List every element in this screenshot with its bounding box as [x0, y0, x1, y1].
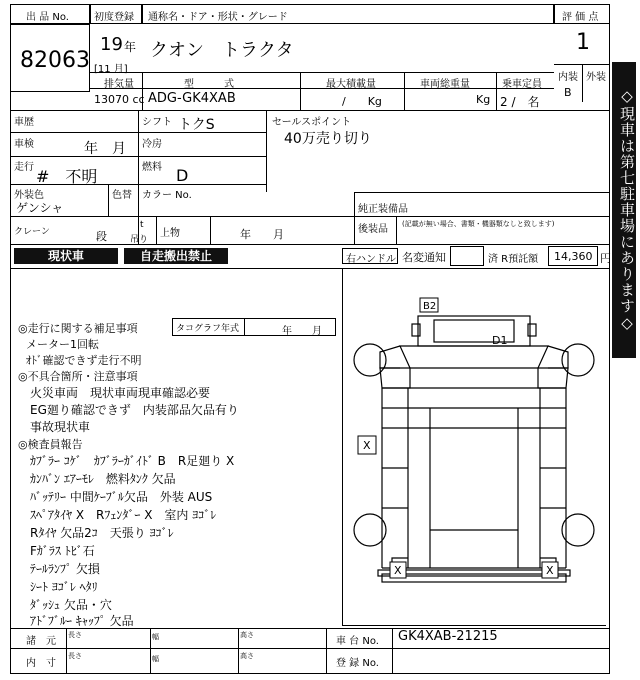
mark-x-bottom-right: X: [546, 564, 554, 577]
footer-div3: [238, 628, 239, 674]
mark-b2: B2: [423, 301, 437, 312]
footer-mid: [10, 648, 610, 649]
inspector-line-7: ﾃｰﾙﾗﾝﾌﾟ 欠損: [30, 562, 100, 576]
det-div6: [210, 216, 211, 244]
vehicle-name: クオン トラクタ: [150, 40, 294, 61]
lot-no-label: 出 品 No.: [26, 12, 69, 23]
rear-left-wheel: [354, 514, 386, 546]
recycle-unit: 円: [600, 252, 611, 265]
genuine-equip-label: 純正装備品: [358, 204, 408, 215]
vehicle-name-label: 通称名・ドア・形状・グレード: [148, 12, 288, 23]
height-label-inner: 高さ: [240, 652, 254, 660]
front-left-wheel: [354, 344, 386, 376]
diagram-mark-x-bottom-right: [542, 562, 558, 578]
mileage-value: # 不明: [36, 167, 98, 186]
month: [11 月]: [94, 64, 128, 75]
length-label-inner: 長さ: [68, 652, 82, 660]
windshield: [400, 346, 548, 368]
height-label: 高さ: [240, 631, 254, 639]
inner-label: 内 寸: [26, 658, 56, 669]
model: ADG-GK4XAB: [148, 91, 236, 106]
sales-point-label: セールスポイント: [272, 117, 352, 128]
crane-value: 段: [96, 230, 107, 243]
det-div1: [138, 110, 139, 244]
color-number-label: カラー No.: [142, 190, 192, 201]
tachograph-label: タコグラフ年式: [176, 324, 240, 334]
rating: 1: [576, 30, 590, 55]
aircon-label: 冷房: [142, 139, 162, 150]
sales-point: 40万売り切り: [284, 131, 372, 147]
det-div5: [156, 216, 157, 244]
max-load-value: / Kg: [342, 95, 382, 108]
driving-line-2: ｵﾄﾞ確認できず走行不明: [26, 354, 142, 367]
chassis-no: GK4XAB-21215: [398, 629, 498, 644]
reg-label: 登 録 No.: [336, 658, 379, 669]
inspector-line-10: ｱﾄﾞﾌﾞﾙｰ ｷｬｯﾌﾟ 欠品: [30, 614, 134, 628]
name-change-label: 名変通知: [402, 251, 446, 264]
chassis-label: 車 台 No.: [336, 636, 379, 647]
tachograph-value: 年 月: [282, 326, 322, 337]
spec-div2: [300, 72, 301, 110]
spec-bottom: [10, 110, 610, 111]
side-banner: ◇現車は第七駐車場にあります◇: [612, 62, 636, 358]
footer-div2: [150, 628, 151, 674]
model-label: 型 式: [184, 79, 234, 90]
diagram-mark-x-left: [358, 436, 376, 454]
exterior-label: 外装: [586, 72, 606, 83]
interior-grade: B: [564, 86, 572, 99]
length-label: 長さ: [68, 631, 82, 639]
inspector-line-5: Rﾀｲﾔ 欠品2ｺ 天張り ﾖｺﾞﾚ: [30, 526, 174, 540]
inspector-line-2: ｶﾝﾊﾞﾝ ｴｱｰﾓﾚ 燃料ﾀﾝｸ 欠品: [30, 472, 176, 486]
footer-div4: [326, 628, 327, 674]
gross-weight-unit: Kg: [476, 93, 491, 106]
name-change-box: [450, 246, 484, 266]
upper-value: 年 月: [240, 228, 284, 241]
diagram-mark-b2: [420, 298, 438, 312]
det-div2: [266, 110, 267, 192]
year: 19: [100, 34, 123, 55]
det-row6: [10, 244, 610, 245]
footer-top: [10, 628, 610, 629]
driving-header: ◎走行に関する補足事項: [18, 322, 138, 335]
inspector-line-4: ｽﾍﾟｱﾀｲﾔ X Rﾌｪﾝﾀﾞｰ X 室内 ﾖｺﾞﾚ: [30, 508, 217, 522]
mark-d1: D1: [492, 334, 508, 347]
inspector-line-1: ｶﾌﾞﾗｰ ｺｹﾞ ｶﾌﾞﾗｰｶﾞｲﾄﾞ B R足廻り X: [30, 454, 235, 468]
rating-split: [582, 64, 583, 102]
mark-x-bottom-left: X: [394, 564, 402, 577]
color-change-label: 色替: [112, 190, 132, 201]
ext-color: ゲンシャ: [16, 201, 64, 215]
recycle-amount: 14,360: [554, 250, 593, 263]
defect-line-1: 火災車両 現状車両現車確認必要: [30, 386, 211, 400]
rear-right-wheel: [562, 514, 594, 546]
crane-ton: t: [140, 220, 144, 230]
as-is-badge: 現状車: [14, 248, 118, 264]
det-div7: [396, 216, 397, 244]
footer-div1: [66, 628, 67, 674]
det-row5: [10, 216, 610, 217]
mark-x-left: X: [363, 439, 371, 452]
first-reg-label: 初度登録: [94, 12, 134, 23]
dims-label: 諸 元: [26, 636, 56, 647]
inspection-value: 年 月: [84, 141, 126, 157]
history-label: 車歴: [14, 117, 34, 128]
footer-div5: [392, 628, 393, 674]
mileage-label: 走行: [14, 162, 34, 173]
spec-top: [90, 72, 554, 73]
recycle-label: 済 R預託額: [488, 254, 539, 265]
width-label: 幅: [152, 633, 159, 641]
shift-label: シフト: [142, 117, 172, 128]
inspector-header: ◎検査員報告: [18, 438, 83, 451]
rating-label: 評 価 点: [562, 12, 599, 23]
spec-div4: [496, 72, 497, 110]
inspector-line-8: ｼｰﾄ ﾖｺﾞﾚ ﾍﾀﾘ: [30, 580, 98, 594]
det-div3: [354, 192, 355, 244]
retrofit-label: 後装品: [358, 224, 388, 235]
crane-label: クレーン: [14, 227, 50, 237]
det-row4: [354, 192, 610, 193]
self-drive-prohibited-badge: 自走搬出禁止: [124, 248, 228, 264]
det-row1: [10, 132, 266, 133]
ext-color-label: 外装色: [14, 190, 44, 201]
inspector-line-9: ﾀﾞｯｼｭ 欠品・穴: [30, 598, 112, 612]
det-row2: [10, 156, 266, 157]
truck-diagram: [342, 268, 606, 626]
gross-weight-label: 車両総重量: [420, 79, 470, 90]
year-unit: 年: [124, 40, 137, 54]
inspector-line-3: ﾊﾞｯﾃﾘｰ 中間ｹｰﾌﾞﾙ欠品 外装 AUS: [30, 490, 213, 504]
fuel-value: D: [176, 166, 189, 185]
inspector-line-6: Fｶﾞﾗｽ ﾄﾋﾞ石: [30, 544, 95, 558]
upper-label: 上物: [160, 228, 180, 239]
width-label-inner: 幅: [152, 655, 159, 663]
front-right-wheel: [562, 344, 594, 376]
capacity-value: 2 / 名: [500, 95, 540, 109]
inspection-label: 車検: [14, 139, 34, 150]
capacity-label: 乗車定員: [502, 79, 542, 90]
driving-line-1: メーター1回転: [26, 338, 99, 351]
steering: 右ハンドル: [346, 254, 396, 265]
crane-hook: 吊り: [130, 235, 149, 245]
max-load-label: 最大積載量: [326, 79, 376, 90]
lot-no: 82063: [20, 48, 90, 73]
defect-line-3: 事故現状車: [30, 420, 91, 434]
diagram-mark-x-bottom-left: [390, 562, 406, 578]
det-div4: [108, 184, 109, 216]
displacement: 13070 cc: [94, 93, 145, 106]
interior-label: 内装: [558, 72, 578, 83]
shift-value: トクS: [178, 117, 215, 133]
defect-header-visible: ◎不具合箇所・注意事項: [18, 370, 138, 383]
spec-mid: [90, 88, 554, 89]
tachograph-split: [244, 318, 245, 336]
spec-div3: [404, 72, 405, 110]
fuel-label: 燃料: [142, 162, 162, 173]
defect-line-2: EG廻り確認できず 内装部品欠品有り: [30, 403, 239, 417]
displacement-label: 排気量: [104, 79, 134, 90]
retrofit-note: (記載が無い場合、書類・機器類なしと致します): [402, 220, 555, 228]
